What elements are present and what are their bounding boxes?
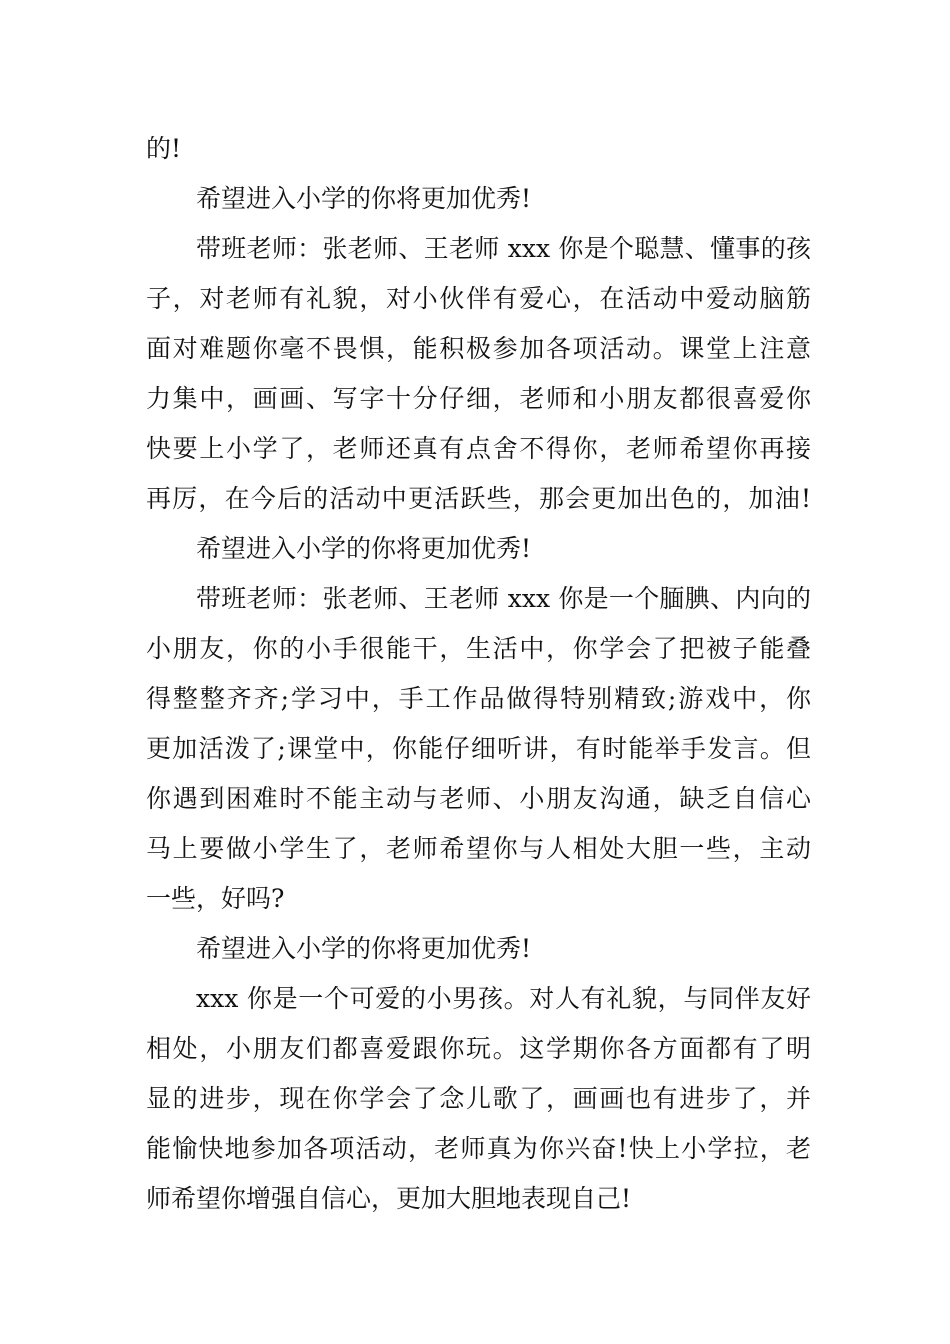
- text-line: xxx 你是一个可爱的小男孩。对人有礼貌，与同伴友好: [196, 984, 811, 1013]
- text-line: 更加活泼了;课堂中，你能仔细听讲，有时能举手发言。但: [146, 734, 811, 763]
- text-line: 再厉，在今后的活动中更活跃些，那会更加出色的，加油!: [146, 484, 811, 513]
- text-line: 得整整齐齐;学习中，手工作品做得特别精致;游戏中，你: [146, 684, 811, 713]
- text-line: 快要上小学了，老师还真有点舍不得你，老师希望你再接: [146, 434, 811, 463]
- text-line: 显的进步，现在你学会了念儿歌了，画画也有进步了，并: [146, 1084, 811, 1113]
- text-line: 马上要做小学生了，老师希望你与人相处大胆一些，主动: [146, 834, 811, 863]
- text-line: 小朋友，你的小手很能干，生活中，你学会了把被子能叠: [146, 634, 811, 663]
- text-line: 师希望你增强自信心，更加大胆地表现自己!: [146, 1184, 632, 1213]
- text-line: 希望进入小学的你将更加优秀!: [196, 934, 532, 963]
- text-line: 的!: [146, 134, 182, 163]
- text-line: 力集中，画画、写字十分仔细，老师和小朋友都很喜爱你: [146, 384, 811, 413]
- text-line: 一些，好吗?: [146, 884, 285, 913]
- text-line: 带班老师：张老师、王老师 xxx 你是个聪慧、懂事的孩: [196, 234, 811, 263]
- text-line: 希望进入小学的你将更加优秀!: [196, 534, 532, 563]
- text-line: 子，对老师有礼貌，对小伙伴有爱心，在活动中爱动脑筋: [146, 284, 811, 313]
- text-line: 你遇到困难时不能主动与老师、小朋友沟通，缺乏自信心: [146, 784, 811, 813]
- text-line: 希望进入小学的你将更加优秀!: [196, 184, 532, 213]
- text-line: 相处，小朋友们都喜爱跟你玩。这学期你各方面都有了明: [146, 1034, 811, 1063]
- text-line: 能愉快地参加各项活动，老师真为你兴奋!快上小学拉，老: [146, 1134, 811, 1163]
- text-line: 面对难题你毫不畏惧，能积极参加各项活动。课堂上注意: [146, 334, 811, 363]
- text-line: 带班老师：张老师、王老师 xxx 你是一个腼腆、内向的: [196, 584, 811, 613]
